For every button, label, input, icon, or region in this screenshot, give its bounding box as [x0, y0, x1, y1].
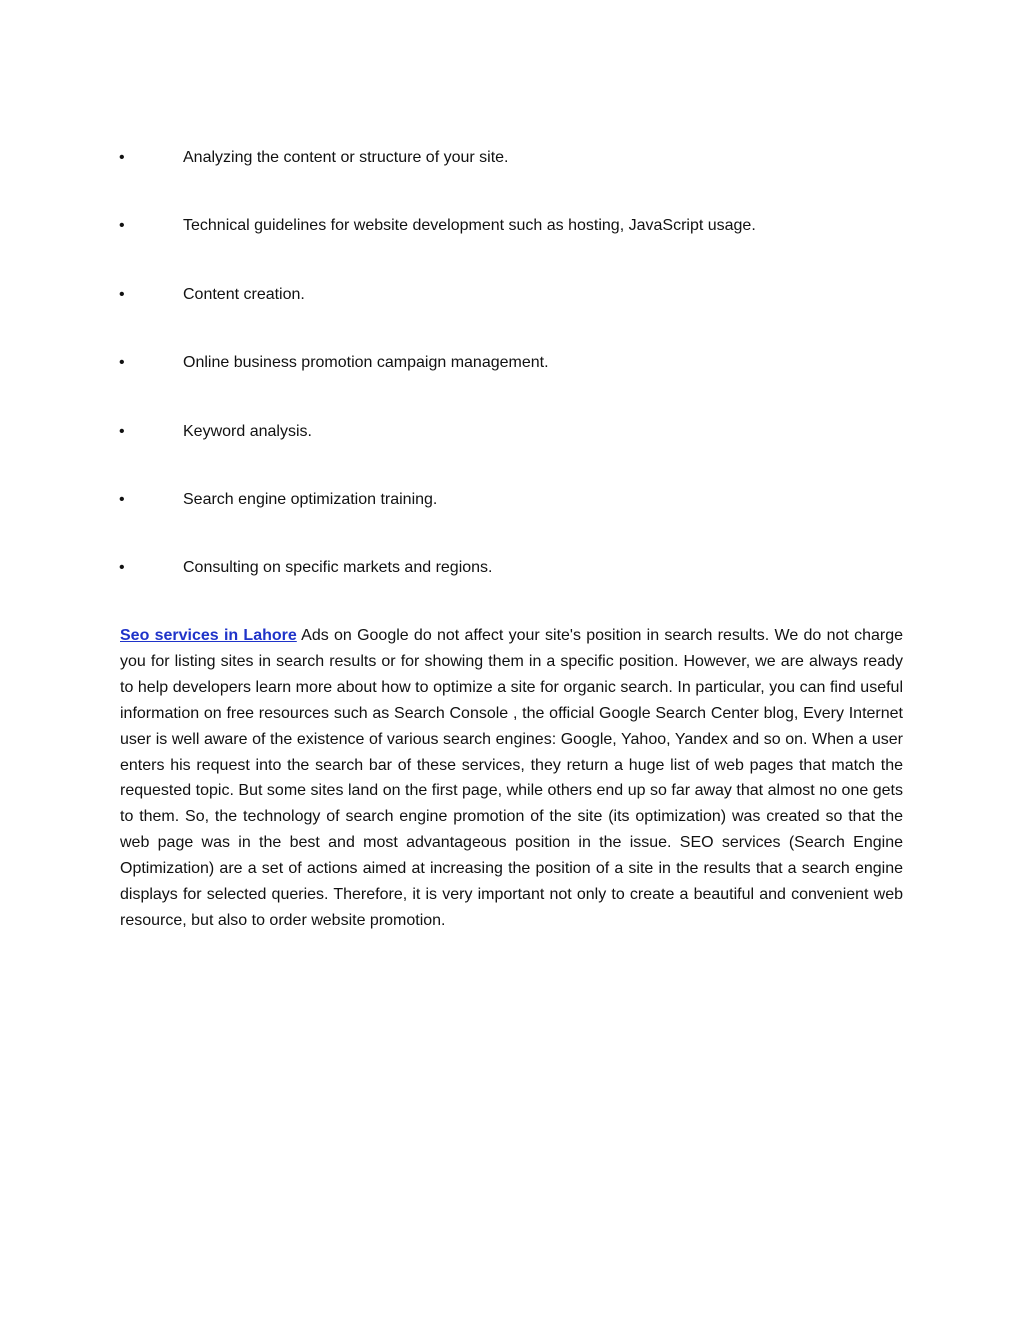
bullet-item-keyword-analysis [119, 419, 904, 487]
bullet-icon: • [119, 217, 125, 235]
bullet-icon: • [119, 490, 125, 508]
bullet-text: Online business promotion campaign management. [183, 354, 549, 372]
bullet-text: Content creation. [183, 285, 305, 303]
bullet-icon: • [119, 149, 125, 166]
seo-services-paragraph [120, 623, 903, 934]
bullet-item-campaign-management [119, 350, 904, 418]
bullet-icon: • [119, 354, 125, 372]
bullet-text: Keyword analysis. [183, 422, 312, 440]
bullet-text: Technical guidelines for website development such as hosting, JavaScript usage. [183, 217, 756, 235]
bullet-icon: • [119, 559, 125, 577]
bullet-item-technical-guidelines [119, 213, 904, 281]
bullet-item-market-consulting [119, 555, 904, 623]
bullet-text: Analyzing the content or structure of your site. [183, 149, 509, 166]
bullet-item-content-creation [119, 282, 904, 350]
bullet-text: Consulting on specific markets and regions. [183, 559, 493, 577]
seo-services-lahore-link[interactable]: Seo services in Lahore [120, 627, 297, 644]
bullet-icon: • [119, 422, 125, 440]
services-bullet-list [119, 145, 904, 624]
bullet-item-content-analysis [119, 145, 904, 213]
bullet-text: Search engine optimization training. [183, 490, 438, 508]
bullet-icon: • [119, 285, 125, 303]
bullet-item-seo-training [119, 487, 904, 555]
paragraph-body-text: Ads on Google do not affect your site's position in search results. We do not charge you for listing sites in search results or for showing them in a specific position. However, we are always ready to help developers learn more about how to optimize a site for organic search. In particular, you can find useful information on free resources such as Search Console , the official Google Search Center blog, Every Internet user is well aware of the existence of various search engines: Google, Yahoo, Yandex and so on. When a user enters his request into the search bar of these services, they return a huge list of web pages that match the requested topic. But some sites land on the first page, while others end up so far away that almost no one gets to them. So, the technology of search engine promotion of the site (its optimization) was created so that the web page was in the best and most advantageous position in the issue. SEO services (Search Engine Optimization) are a set of actions aimed at increasing the position of a site in the results that a search engine displays for selected queries. Therefore, it is very important not only to create a beautiful and convenient web resource, but also to order website promotion. [120, 627, 903, 929]
